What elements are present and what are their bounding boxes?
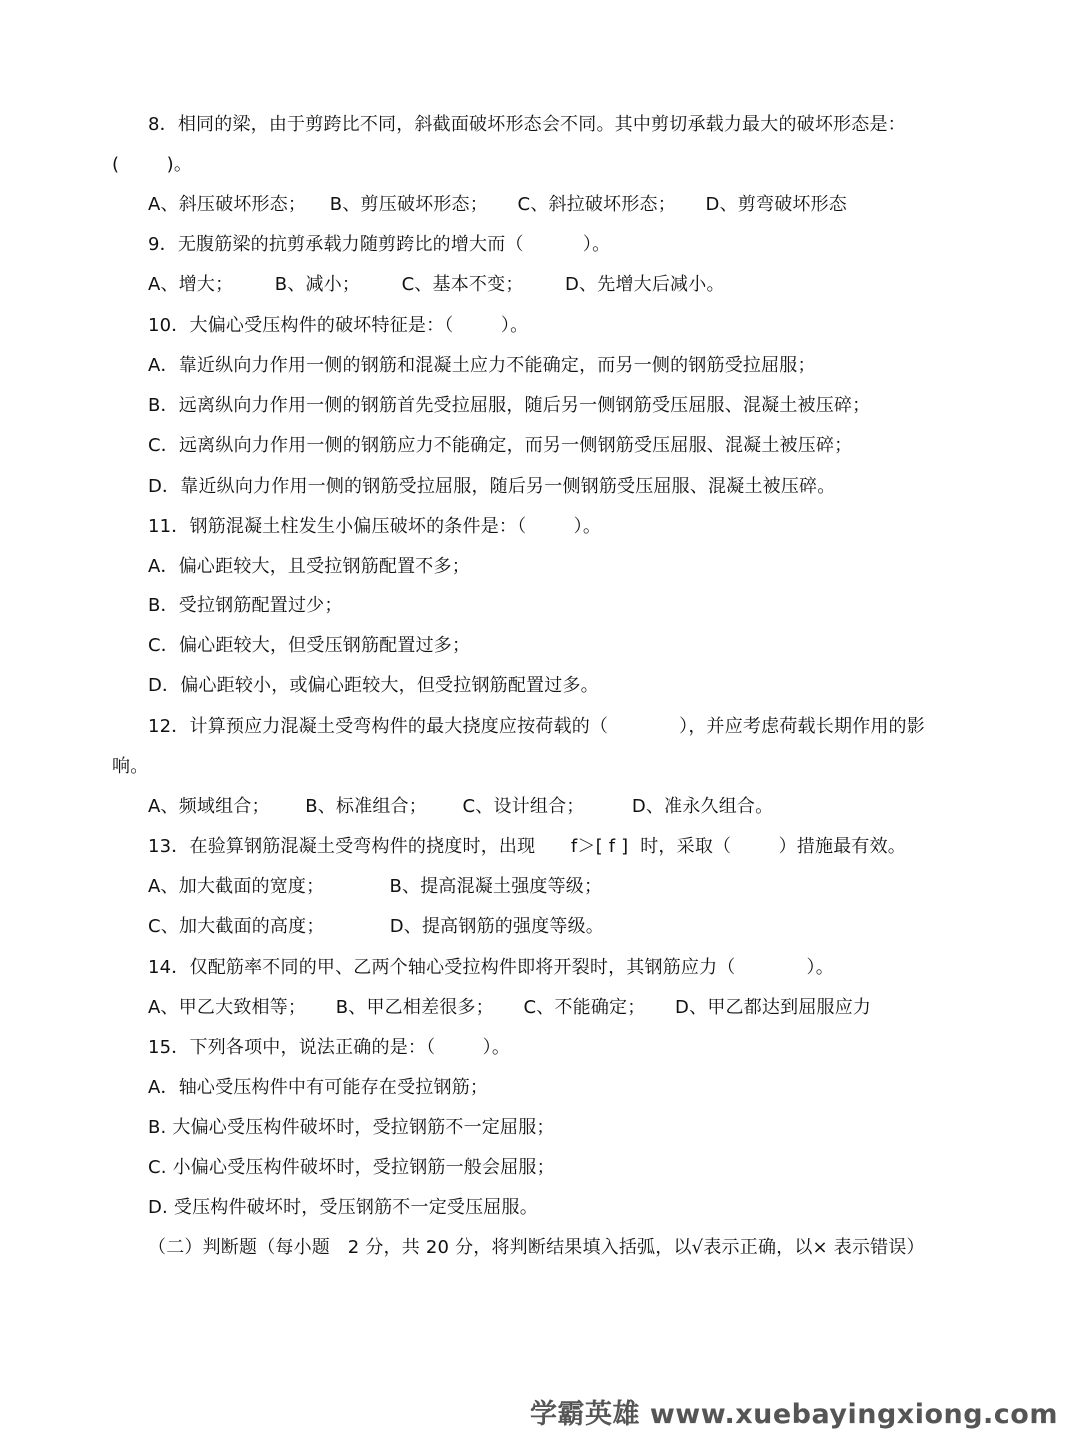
- q11-option-d: D．偏心距较小，或偏心距较大，但受拉钢筋配置过多。: [148, 675, 599, 696]
- q10-option-c: C．远离纵向力作用一侧的钢筋应力不能确定，而另一侧钢筋受压屈服、混凝土被压碎；: [148, 435, 853, 456]
- section-heading-true-false: （二）判断题（每小题 2 分，共 20 分，将判断结果填入括弧，以√表示正确，以× 表示错误）: [148, 1237, 925, 1258]
- q15-stem: 15．下列各项中，说法正确的是：（ ）。: [148, 1037, 511, 1058]
- q11-option-a: A．偏心距较大，且受拉钢筋配置不多；: [148, 556, 470, 577]
- q10-stem: 10．大偏心受压构件的破坏特征是：（ ）。: [148, 315, 529, 336]
- q13-options-ab: A、加大截面的宽度； B、提高混凝土强度等级；: [148, 876, 603, 897]
- q11-option-c: C．偏心距较大，但受压钢筋配置过多；: [148, 635, 471, 656]
- q9-stem: 9．无腹筋梁的抗剪承载力随剪跨比的增大而（ ）。: [148, 234, 611, 255]
- q8-stem: 8．相同的梁，由于剪跨比不同，斜截面破坏形态会不同。其中剪切承载力最大的破坏形态是：: [148, 114, 906, 135]
- q13-stem: 13．在验算钢筋混凝土受弯构件的挠度时，出现 f＞[ f ] 时，采取（ ）措施最有效。: [148, 836, 907, 857]
- q10-option-a: A．靠近纵向力作用一侧的钢筋和混凝土应力不能确定，而另一侧的钢筋受拉屈服；: [148, 355, 816, 376]
- q13-options-cd: C、加大截面的高度； D、提高钢筋的强度等级。: [148, 916, 604, 937]
- q10-option-b: B．远离纵向力作用一侧的钢筋首先受拉屈服，随后另一侧钢筋受压屈服、混凝土被压碎；: [148, 395, 871, 416]
- q11-stem: 11．钢筋混凝土柱发生小偏压破坏的条件是：（ ）。: [148, 516, 602, 537]
- q14-options: A、甲乙大致相等； B、甲乙相差很多； C、不能确定； D、甲乙都达到屈服应力: [148, 997, 872, 1018]
- q10-option-d: D．靠近纵向力作用一侧的钢筋受拉屈服，随后另一侧钢筋受压屈服、混凝土被压碎。: [148, 476, 836, 497]
- q9-options: A、增大； B、减小； C、基本不变； D、先增大后减小。: [148, 274, 725, 295]
- q15-option-c: C. 小偏心受压构件破坏时，受拉钢筋一般会屈服；: [148, 1157, 555, 1178]
- q8-stem-cont: ( )。: [112, 154, 193, 175]
- q15-option-a: A．轴心受压构件中有可能存在受拉钢筋；: [148, 1077, 489, 1098]
- q15-option-b: B. 大偏心受压构件破坏时，受拉钢筋不一定屈服；: [148, 1117, 555, 1138]
- q12-stem-cont: 响。: [112, 756, 149, 777]
- site-watermark: 学霸英雄 www.xuebayingxiong.com: [529, 1399, 1058, 1430]
- q12-stem: 12．计算预应力混凝土受弯构件的最大挠度应按荷载的（ ），并应考虑荷载长期作用的影: [148, 716, 925, 737]
- q11-option-b: B．受拉钢筋配置过少；: [148, 595, 343, 616]
- q15-option-d: D. 受压构件破坏时，受压钢筋不一定受压屈服。: [148, 1197, 538, 1218]
- q14-stem: 14．仅配筋率不同的甲、乙两个轴心受拉构件即将开裂时，其钢筋应力（ ）。: [148, 957, 834, 978]
- q12-options: A、频域组合； B、标准组合； C、设计组合； D、准永久组合。: [148, 796, 774, 817]
- q8-options: A、斜压破坏形态； B、剪压破坏形态； C、斜拉破坏形态； D、剪弯破坏形态: [148, 194, 847, 215]
